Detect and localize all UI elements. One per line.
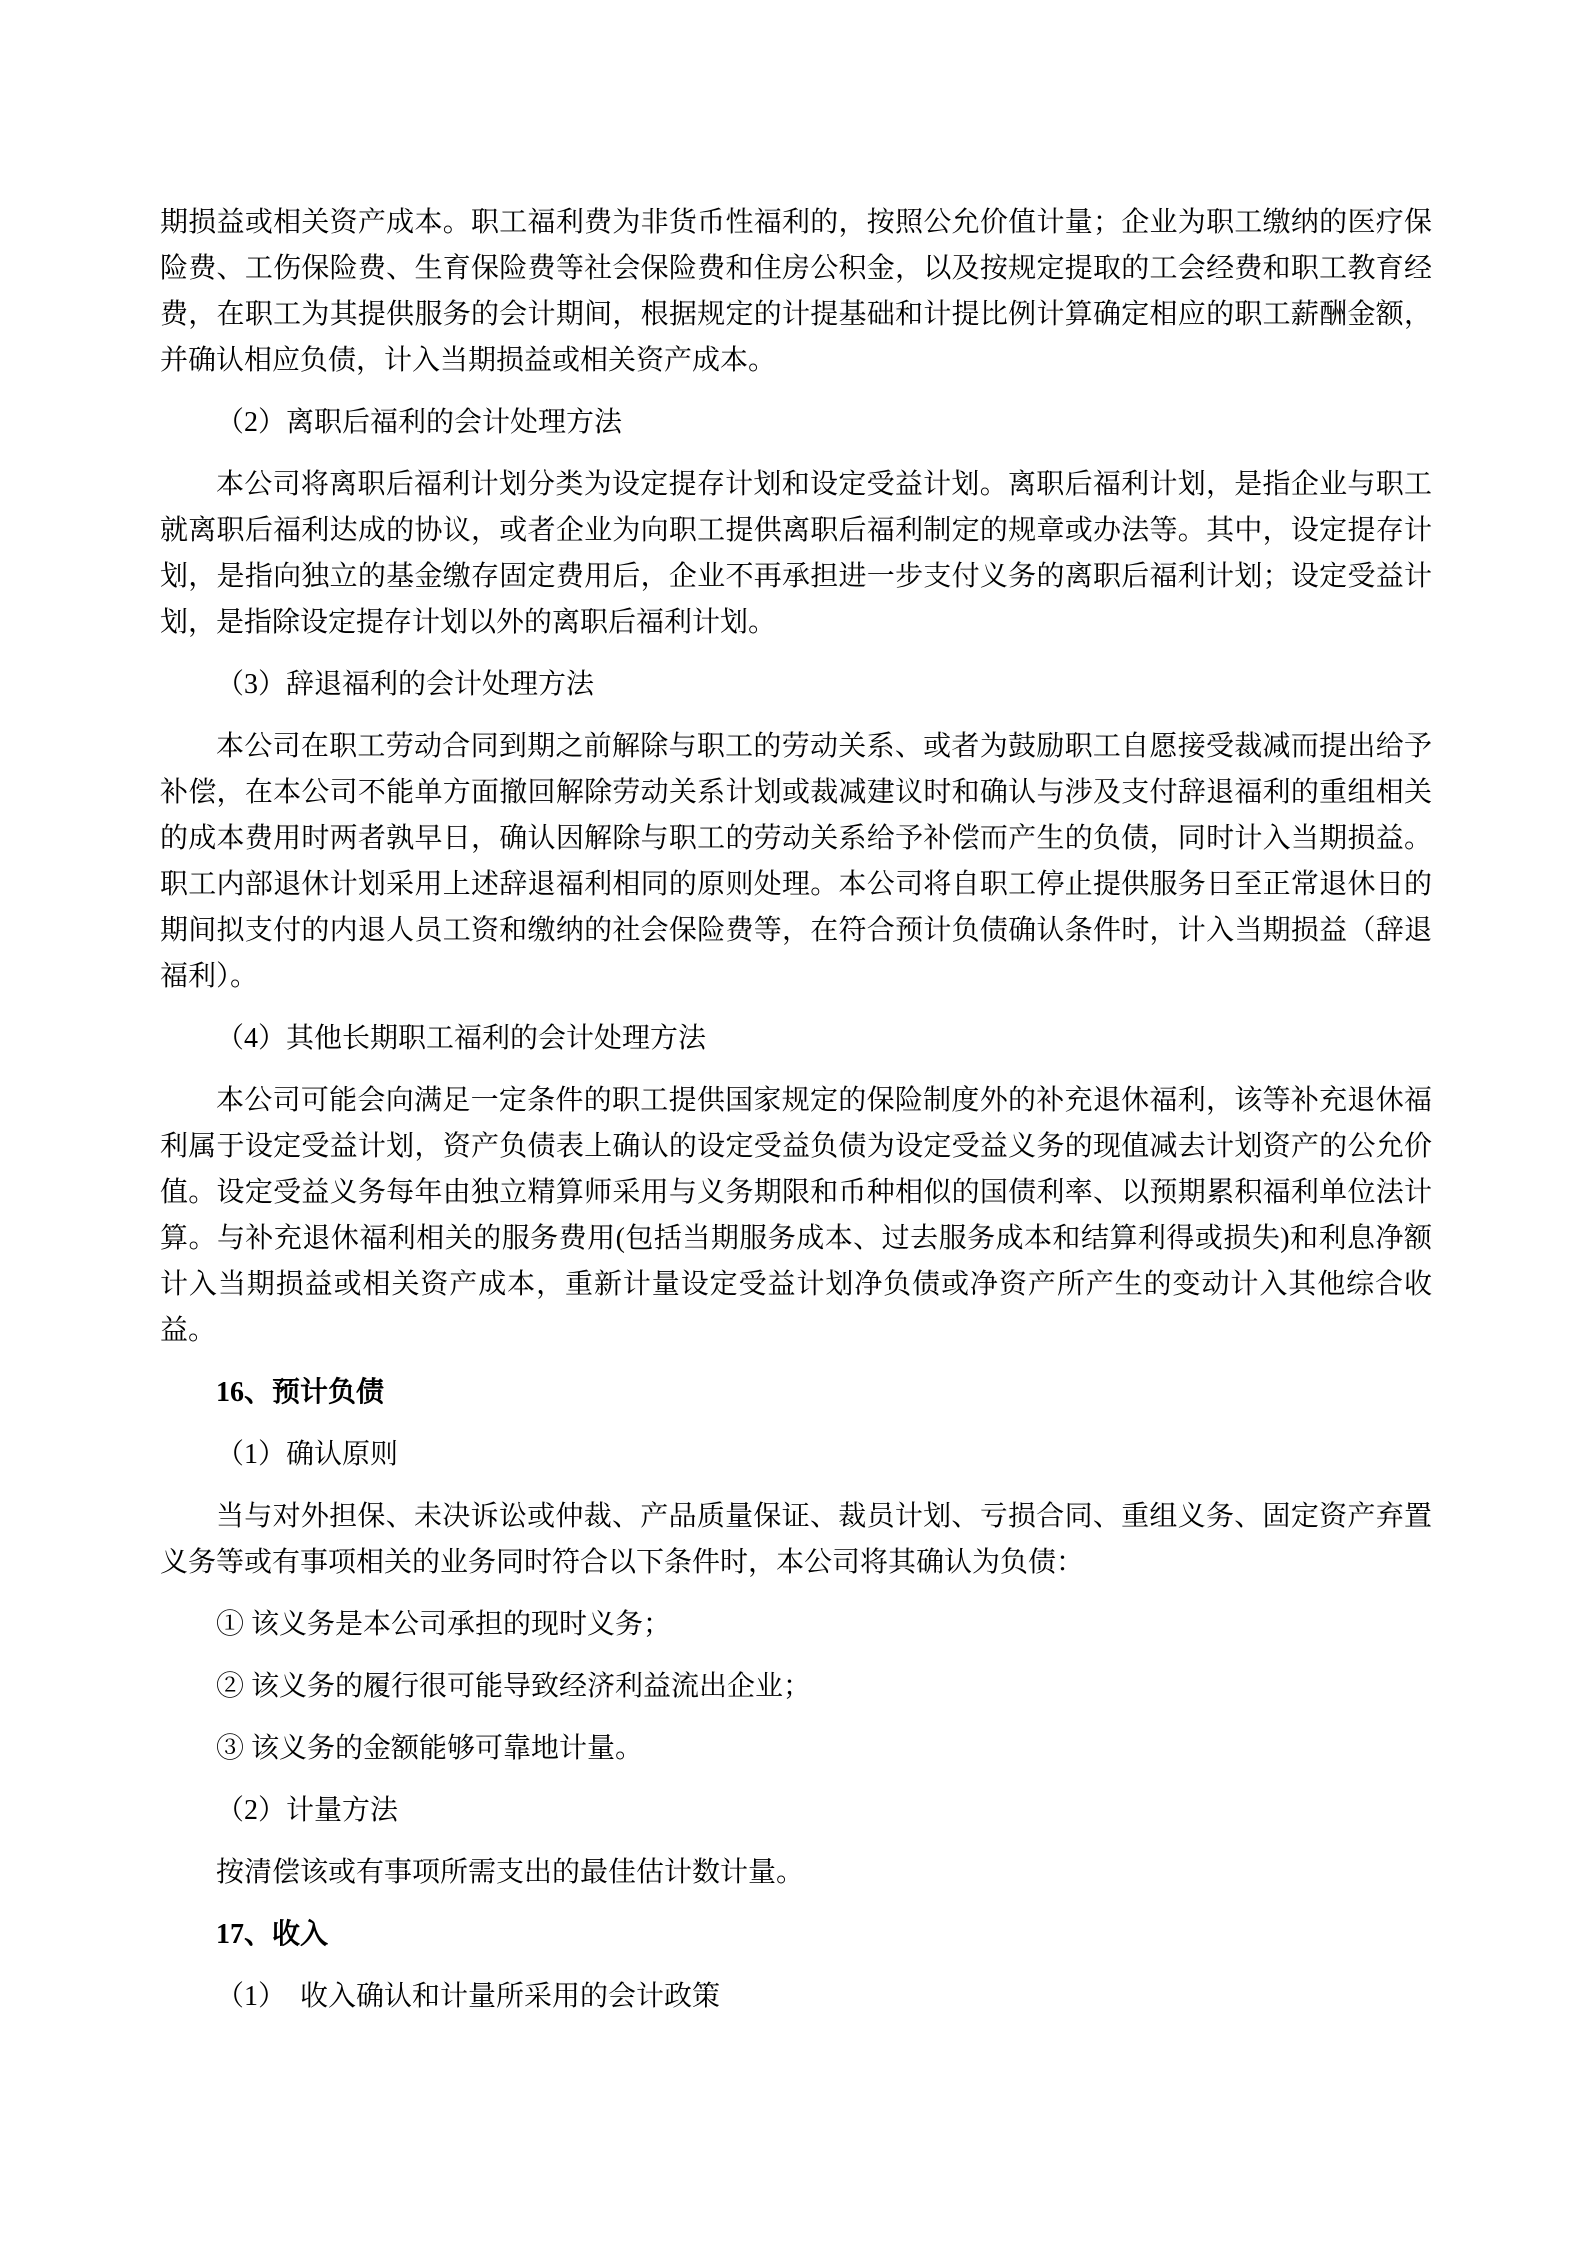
paragraph: 本公司在职工劳动合同到期之前解除与职工的劳动关系、或者为鼓励职工自愿接受裁减而提出给予补偿，在本公司不能单方面撤回解除劳动关系计划或裁减建议时和确认与涉及支付辞退福利的重组相关的成本费用时两者孰早日，确认因解除与职工的劳动关系给予补偿而产生的负债，同时计入当期损益。职工内部退休计划采用上述辞退福利相同的原则处理。本公司将自职工停止提供服务日至正常退休日的期间拟支付的内退人员工资和缴纳的社会保险费等，在符合预计负债确认条件时，计入当期损益（辞退福利）。 bbox=[160, 731, 1432, 992]
paragraph: 本公司将离职后福利计划分类为设定提存计划和设定受益计划。离职后福利计划，是指企业与职工就离职后福利达成的协议，或者企业为向职工提供离职后福利制定的规章或办法等。其中，设定提存计划，是指向独立的基金缴存固定费用后，企业不再承担进一步支付义务的离职后福利计划；设定受益计划，是指除设定提存计划以外的离职后福利计划。 bbox=[160, 469, 1432, 638]
list-item: ③ 该义务的金额能够可靠地计量。 bbox=[216, 1733, 644, 1764]
list-item: ① 该义务是本公司承担的现时义务； bbox=[216, 1609, 672, 1640]
paragraph: 本公司可能会向满足一定条件的职工提供国家规定的保险制度外的补充退休福利，该等补充退休福利属于设定受益计划，资产负债表上确认的设定受益负债为设定受益义务的现值减去计划资产的公允价值。设定受益义务每年由独立精算师采用与义务期限和币种相似的国债利率、以预期累积福利单位法计算。与补充退休福利相关的服务费用(包括当期服务成本、过去服务成本和结算利得或损失)和利息净额计入当期损益或相关资产成本，重新计量设定受益计划净负债或净资产所产生的变动计入其他综合收益。 bbox=[160, 1085, 1432, 1346]
clause-heading: （2）计量方法 bbox=[216, 1795, 399, 1826]
list-item: ② 该义务的履行很可能导致经济利益流出企业； bbox=[216, 1671, 812, 1702]
clause-heading: （2）离职后福利的会计处理方法 bbox=[216, 407, 623, 438]
clause-heading: （1）确认原则 bbox=[216, 1439, 399, 1470]
paragraph: 按清偿该或有事项所需支出的最佳估计数计量。 bbox=[216, 1857, 805, 1888]
clause-heading: （3）辞退福利的会计处理方法 bbox=[216, 669, 595, 700]
paragraph: 当与对外担保、未决诉讼或仲裁、产品质量保证、裁员计划、亏损合同、重组义务、固定资产弃置义务等或有事项相关的业务同时符合以下条件时，本公司将其确认为负债： bbox=[160, 1501, 1432, 1578]
section-heading: 17、收入 bbox=[216, 1919, 329, 1950]
document-body bbox=[160, 200, 1432, 2020]
section-heading: 16、预计负债 bbox=[216, 1377, 385, 1408]
clause-heading: （1） 收入确认和计量所采用的会计政策 bbox=[216, 1981, 721, 2012]
clause-heading: （4）其他长期职工福利的会计处理方法 bbox=[216, 1023, 707, 1054]
paragraph: 期损益或相关资产成本。职工福利费为非货币性福利的，按照公允价值计量；企业为职工缴纳的医疗保险费、工伤保险费、生育保险费等社会保险费和住房公积金，以及按规定提取的工会经费和职工教育经费，在职工为其提供服务的会计期间，根据规定的计提基础和计提比例计算确定相应的职工薪酬金额，并确认相应负债，计入当期损益或相关资产成本。 bbox=[160, 207, 1432, 376]
